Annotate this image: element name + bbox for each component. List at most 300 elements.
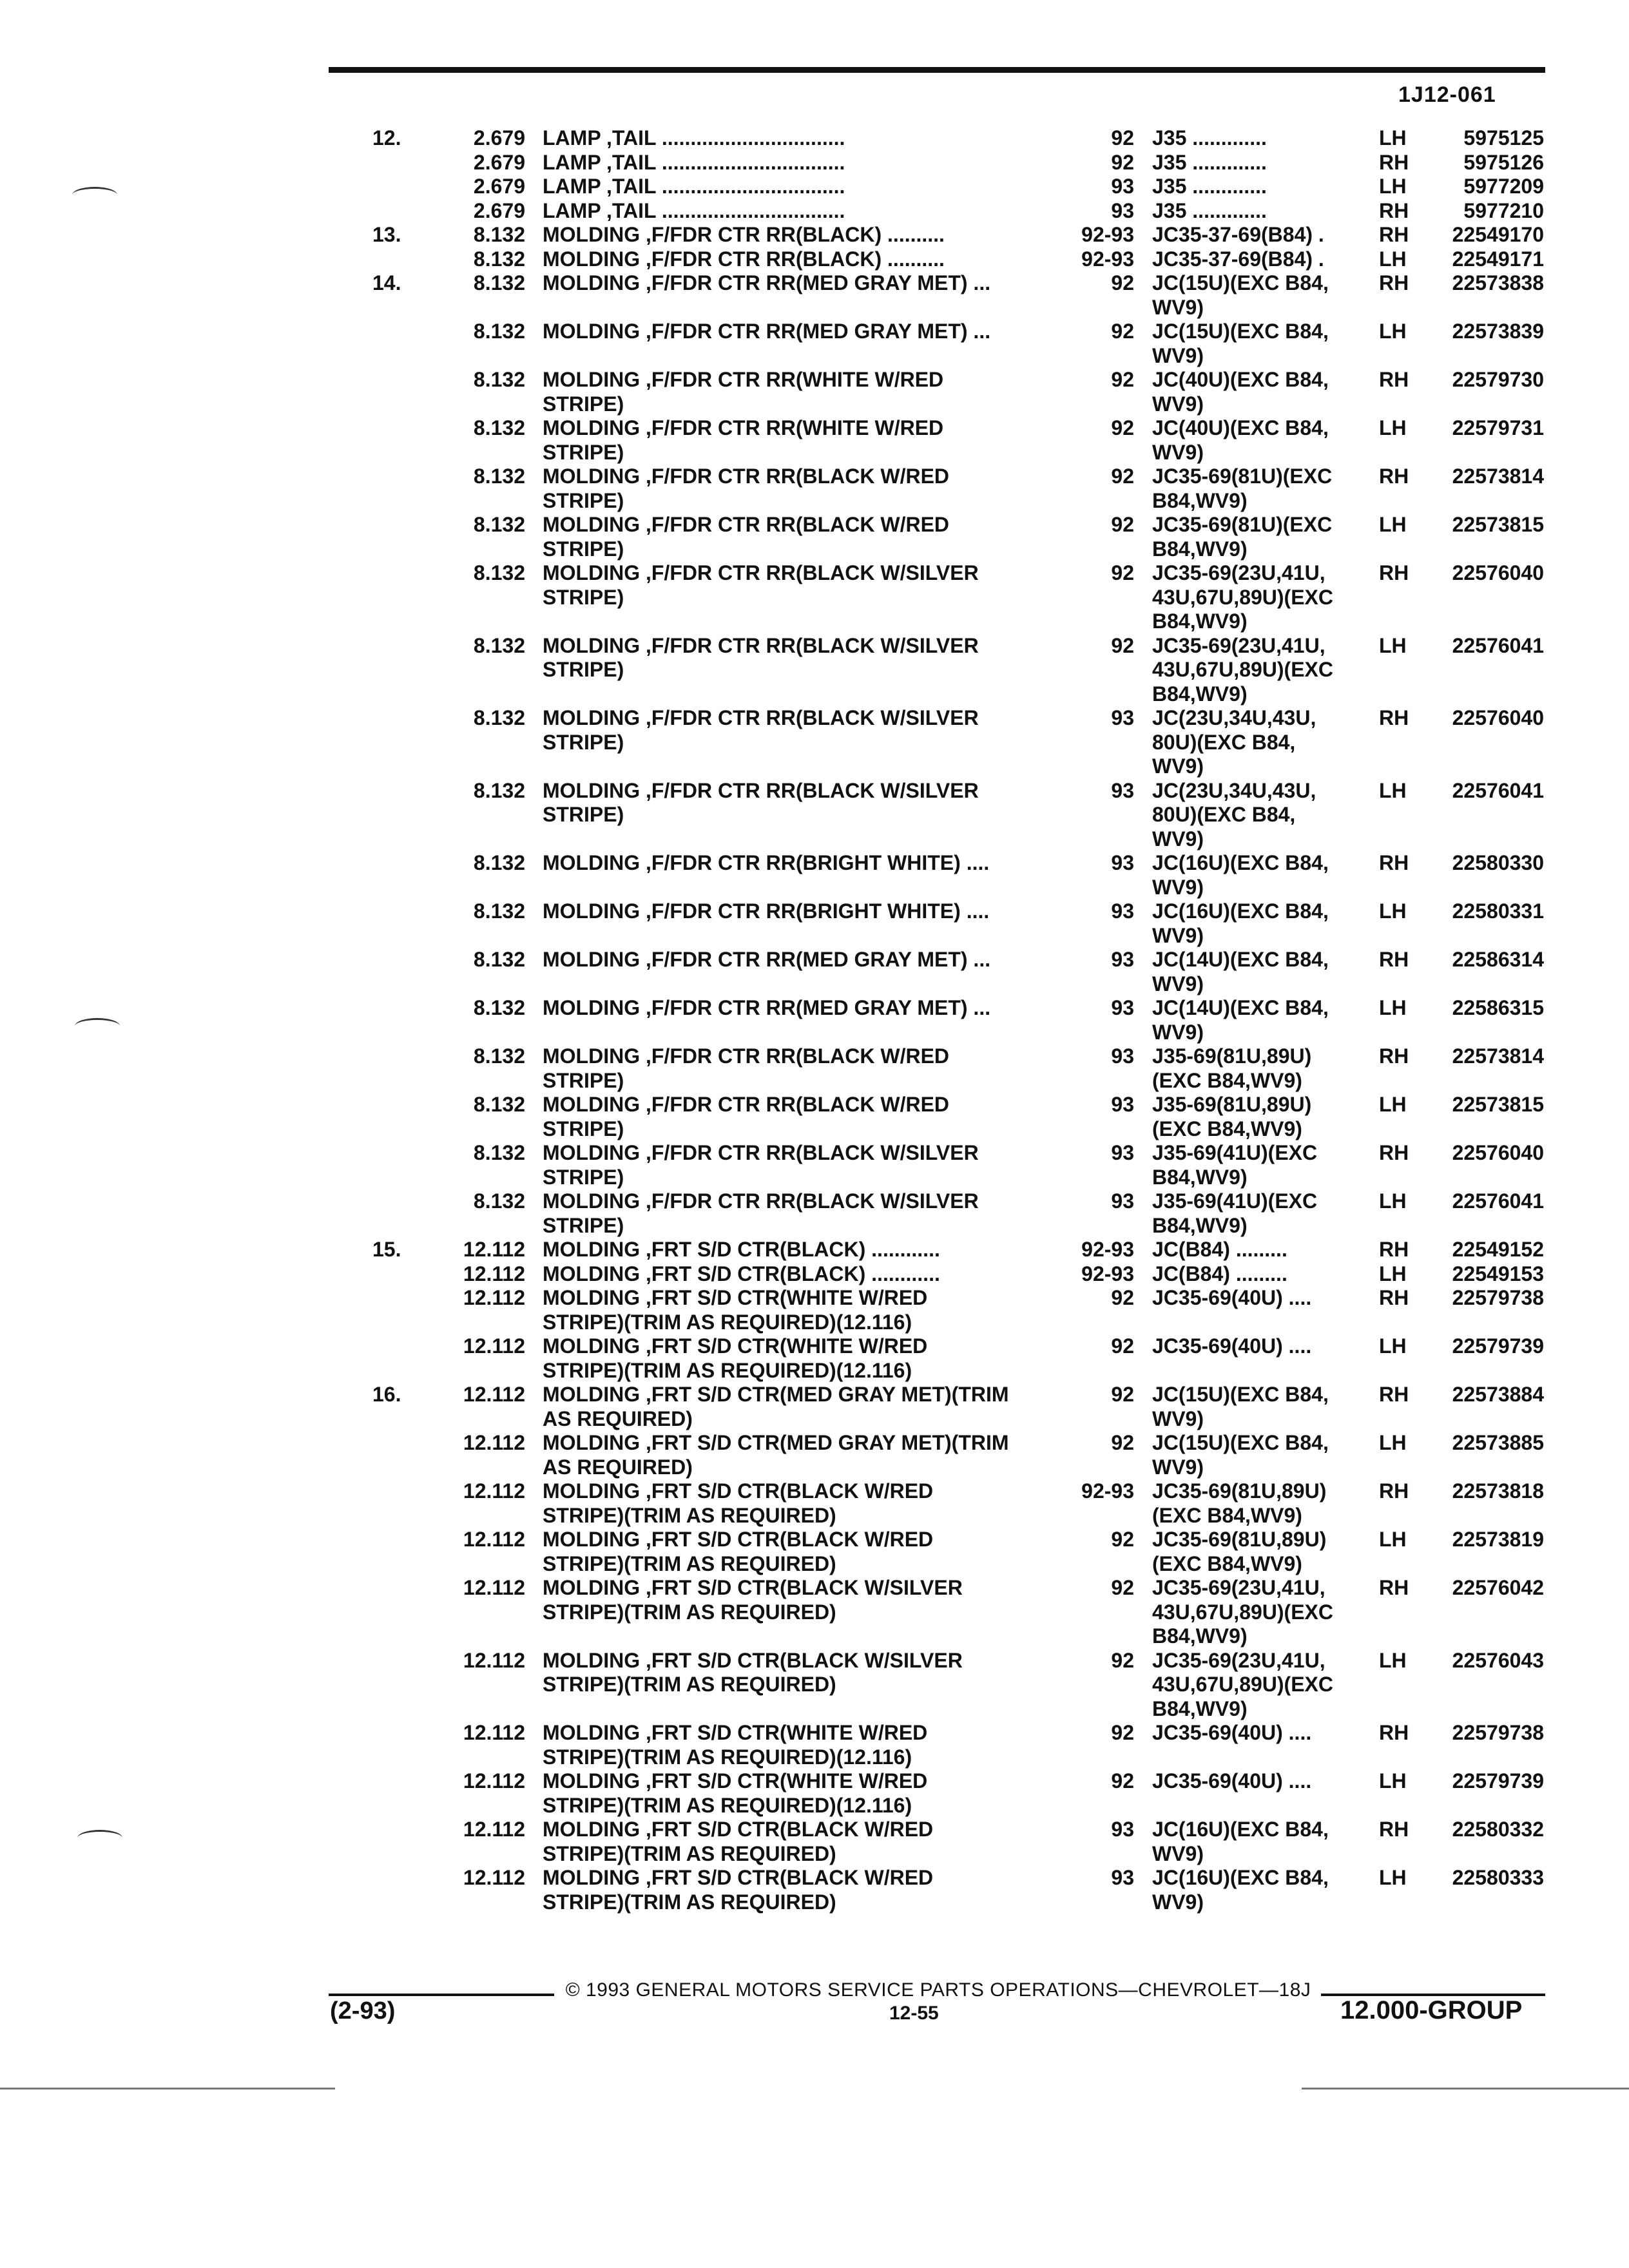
model-usage-line: JC(14U)(EXC B84, [1152, 948, 1329, 971]
figure-code: 12.112 [463, 1576, 525, 1599]
figure-code: 8.132 [473, 416, 525, 439]
description-line: STRIPE) [543, 392, 624, 416]
page-code: 1J12-061 [1398, 82, 1496, 107]
model-usage-line: B84,WV9) [1152, 1165, 1248, 1189]
model-usage-line: JC35-69(40U) .... [1152, 1721, 1312, 1744]
side-code: RH [1379, 948, 1409, 971]
description-line: STRIPE) [543, 1068, 624, 1092]
model-usage-line: WV9) [1152, 875, 1204, 899]
side-code: RH [1379, 223, 1409, 246]
description [543, 1721, 1052, 1769]
footer-copyright: © 1993 GENERAL MOTORS SERVICE PARTS OPERATIONS—CHEVROLET—18J [565, 1979, 1311, 2001]
model-usage [1152, 465, 1365, 513]
model-year: 93 [1111, 198, 1134, 222]
model-usage [1152, 1528, 1365, 1576]
description-line: STRIPE) [543, 537, 624, 561]
figure-code: 12.112 [463, 1528, 525, 1551]
model-usage-line: 80U)(EXC B84, [1152, 803, 1296, 826]
side-code: LH [1379, 1262, 1407, 1285]
description-line: MOLDING ,FRT S/D CTR(WHITE W/RED [543, 1286, 928, 1309]
model-usage-line: JC35-37-69(B84) . [1152, 223, 1324, 246]
model-usage-line: JC(15U)(EXC B84, [1152, 1431, 1329, 1454]
description-line: STRIPE)(TRIM AS REQUIRED) [543, 1503, 836, 1527]
model-usage-line: JC(B84) ......... [1152, 1238, 1287, 1261]
side-code: RH [1379, 1721, 1409, 1744]
model-usage-line: WV9) [1152, 827, 1204, 850]
model-usage-line: WV9) [1152, 1841, 1204, 1865]
model-usage [1152, 271, 1365, 320]
part-number: 22573838 [1452, 271, 1544, 294]
figure-code: 12.112 [463, 1648, 525, 1672]
model-usage [1152, 634, 1365, 707]
description-line: MOLDING ,F/FDR CTR RR(MED GRAY MET) ... [543, 996, 991, 1019]
part-number: 22579738 [1452, 1286, 1544, 1309]
description [543, 271, 1052, 296]
model-usage [1152, 1093, 1365, 1141]
table-row [0, 1431, 1629, 1479]
part-number: 22579738 [1452, 1721, 1544, 1744]
side-code: LH [1379, 1334, 1407, 1358]
figure-code: 12.112 [463, 1262, 525, 1285]
table-row [0, 899, 1629, 948]
description [543, 1866, 1052, 1914]
figure-code: 12.112 [463, 1818, 525, 1841]
model-year: 92 [1111, 1576, 1134, 1599]
footer-rule-left [329, 1994, 554, 1996]
description [543, 151, 1052, 175]
model-usage-line: JC35-37-69(B84) . [1152, 247, 1324, 271]
model-usage [1152, 899, 1365, 948]
description-line: STRIPE)(TRIM AS REQUIRED)(12.116) [543, 1745, 912, 1769]
figure-code: 8.132 [473, 851, 525, 874]
table-row [0, 1262, 1629, 1287]
model-usage [1152, 1721, 1365, 1745]
figure-code: 8.132 [473, 996, 525, 1019]
table-row [0, 996, 1629, 1044]
model-usage-line: 43U,67U,89U)(EXC [1152, 658, 1333, 681]
model-usage-line: 43U,67U,89U)(EXC [1152, 1673, 1333, 1696]
model-usage-line: J35-69(41U)(EXC [1152, 1189, 1318, 1213]
model-usage-line: (EXC B84,WV9) [1152, 1503, 1302, 1527]
description [543, 1528, 1052, 1576]
model-usage-line: WV9) [1152, 923, 1204, 947]
description-line: STRIPE)(TRIM AS REQUIRED) [543, 1841, 836, 1865]
table-row [0, 1818, 1629, 1866]
model-usage-line: JC35-69(81U,89U) [1152, 1528, 1327, 1551]
footer-group: 12.000-GROUP [1340, 1996, 1523, 2024]
side-code: RH [1379, 1576, 1409, 1599]
table-row [0, 223, 1629, 247]
part-number: 22576041 [1452, 633, 1544, 657]
table-row [0, 175, 1629, 199]
ref-number: 12. [372, 126, 401, 149]
description [543, 1649, 1052, 1697]
model-year: 92 [1111, 561, 1134, 584]
model-usage [1152, 1189, 1365, 1238]
model-year: 92 [1111, 1769, 1134, 1792]
side-code: RH [1379, 271, 1409, 294]
table-row [0, 465, 1629, 513]
description-line: MOLDING ,F/FDR CTR RR(BLACK W/SILVER [543, 633, 979, 657]
table-row [0, 851, 1629, 899]
part-number: 22586315 [1452, 996, 1544, 1019]
model-usage-line: WV9) [1152, 1890, 1204, 1914]
model-usage-line: JC35-69(23U,41U, [1152, 633, 1325, 657]
model-usage-line: JC35-69(23U,41U, [1152, 561, 1325, 584]
figure-code: 12.112 [463, 1286, 525, 1309]
model-usage-line: JC35-69(81U,89U) [1152, 1479, 1327, 1503]
side-code: LH [1379, 996, 1407, 1019]
figure-code: 2.679 [473, 150, 525, 174]
description-line: MOLDING ,FRT S/D CTR(BLACK W/RED [543, 1866, 934, 1889]
part-number: 22573884 [1452, 1383, 1544, 1406]
table-row [0, 1286, 1629, 1334]
part-number: 22579730 [1452, 368, 1544, 391]
model-year: 93 [1111, 1189, 1134, 1213]
description-line: STRIPE) [543, 1117, 624, 1140]
description-line: MOLDING ,F/FDR CTR RR(BLACK) .......... [543, 247, 945, 271]
description-line: STRIPE)(TRIM AS REQUIRED) [543, 1673, 836, 1696]
description [543, 561, 1052, 610]
side-code: LH [1379, 899, 1407, 923]
description-line: STRIPE) [543, 803, 624, 826]
description [543, 1286, 1052, 1334]
model-year: 92 [1111, 416, 1134, 439]
description-line: AS REQUIRED) [543, 1455, 693, 1479]
figure-code: 8.132 [473, 1189, 525, 1213]
figure-code: 12.112 [463, 1479, 525, 1503]
figure-code: 2.679 [473, 198, 525, 222]
model-usage-line: JC35-69(40U) .... [1152, 1334, 1312, 1358]
model-year: 93 [1111, 851, 1134, 874]
figure-code: 8.132 [473, 706, 525, 729]
model-usage-line: (EXC B84,WV9) [1152, 1068, 1302, 1092]
ref-number: 15. [372, 1238, 401, 1261]
model-year: 93 [1111, 778, 1134, 802]
description [543, 513, 1052, 561]
model-usage [1152, 1479, 1365, 1528]
model-usage [1152, 851, 1365, 899]
side-code: LH [1379, 513, 1407, 536]
model-year: 92 [1111, 465, 1134, 488]
model-usage-line: JC(15U)(EXC B84, [1152, 1383, 1329, 1406]
description [543, 416, 1052, 465]
table-row [0, 634, 1629, 707]
side-code: RH [1379, 706, 1409, 729]
figure-code: 12.112 [463, 1334, 525, 1358]
side-code: RH [1379, 150, 1409, 174]
table-row [0, 1141, 1629, 1189]
footer-page-number: 12-55 [889, 2003, 939, 2024]
description-line: MOLDING ,F/FDR CTR RR(BLACK W/RED [543, 513, 950, 536]
table-row [0, 320, 1629, 368]
table-row [0, 1383, 1629, 1431]
description [543, 223, 1052, 247]
table-row [0, 513, 1629, 561]
model-usage-line: JC35-69(40U) .... [1152, 1769, 1312, 1792]
table-row [0, 416, 1629, 465]
parts-table [0, 126, 1629, 1914]
description [543, 996, 1052, 1021]
description [543, 1431, 1052, 1479]
description-line: STRIPE)(TRIM AS REQUIRED)(12.116) [543, 1310, 912, 1334]
description [543, 1262, 1052, 1287]
description [543, 948, 1052, 972]
figure-code: 12.112 [463, 1238, 525, 1261]
table-row [0, 271, 1629, 320]
model-year: 93 [1111, 1141, 1134, 1164]
model-usage [1152, 1649, 1365, 1722]
model-year: 92 [1111, 1721, 1134, 1744]
description-line: MOLDING ,F/FDR CTR RR(BRIGHT WHITE) .... [543, 899, 990, 923]
description [543, 368, 1052, 416]
model-usage-line: (EXC B84,WV9) [1152, 1552, 1302, 1575]
figure-code: 8.132 [473, 1141, 525, 1164]
model-year: 93 [1111, 1818, 1134, 1841]
figure-code: 8.132 [473, 223, 525, 246]
model-year: 92 [1111, 320, 1134, 343]
description-line: MOLDING ,F/FDR CTR RR(WHITE W/RED [543, 368, 944, 391]
part-number: 22576040 [1452, 561, 1544, 584]
model-usage [1152, 223, 1365, 247]
figure-code: 2.679 [473, 175, 525, 198]
model-year: 92-93 [1081, 247, 1134, 271]
description [543, 1818, 1052, 1866]
model-usage-line: 80U)(EXC B84, [1152, 730, 1296, 754]
description-line: MOLDING ,F/FDR CTR RR(MED GRAY MET) ... [543, 948, 991, 971]
part-number: 22573815 [1452, 513, 1544, 536]
model-usage [1152, 368, 1365, 416]
side-code: LH [1379, 1648, 1407, 1672]
description [543, 247, 1052, 272]
model-year: 93 [1111, 175, 1134, 198]
figure-code: 12.112 [463, 1769, 525, 1792]
side-code: LH [1379, 175, 1407, 198]
model-year: 93 [1111, 706, 1134, 729]
model-usage-line: JC(23U,34U,43U, [1152, 706, 1316, 729]
table-row [0, 368, 1629, 416]
part-number: 22586314 [1452, 948, 1544, 971]
model-year: 93 [1111, 1866, 1134, 1889]
description-line: STRIPE)(TRIM AS REQUIRED) [543, 1890, 836, 1914]
model-usage-line: JC(15U)(EXC B84, [1152, 271, 1329, 294]
side-code: RH [1379, 1141, 1409, 1164]
part-number: 22576043 [1452, 1648, 1544, 1672]
model-year: 92-93 [1081, 1238, 1134, 1261]
side-code: LH [1379, 1189, 1407, 1213]
model-usage-line: B84,WV9) [1152, 1213, 1248, 1237]
description [543, 1093, 1052, 1141]
model-usage [1152, 199, 1365, 224]
model-year: 92-93 [1081, 1262, 1134, 1285]
description-line: STRIPE) [543, 488, 624, 512]
description-line: MOLDING ,FRT S/D CTR(BLACK) ............ [543, 1238, 940, 1261]
model-usage [1152, 1334, 1365, 1359]
model-year: 92 [1111, 1286, 1134, 1309]
figure-code: 12.112 [463, 1383, 525, 1406]
description [543, 899, 1052, 924]
part-number: 22580331 [1452, 899, 1544, 923]
description [543, 1189, 1052, 1238]
model-usage-line: J35-69(81U,89U) [1152, 1044, 1312, 1068]
table-row [0, 561, 1629, 634]
model-usage-line: JC(15U)(EXC B84, [1152, 320, 1329, 343]
model-usage-line: JC(16U)(EXC B84, [1152, 851, 1329, 874]
table-row [0, 1721, 1629, 1769]
side-code: RH [1379, 1479, 1409, 1503]
description-line: MOLDING ,F/FDR CTR RR(MED GRAY MET) ... [543, 320, 991, 343]
description-line: MOLDING ,FRT S/D CTR(MED GRAY MET)(TRIM [543, 1431, 1009, 1454]
description-line: MOLDING ,FRT S/D CTR(MED GRAY MET)(TRIM [543, 1383, 1009, 1406]
side-code: LH [1379, 1528, 1407, 1551]
description-line: LAMP ,TAIL ................................ [543, 198, 845, 222]
description [543, 779, 1052, 827]
model-usage [1152, 1818, 1365, 1866]
figure-code: 8.132 [473, 561, 525, 584]
description [543, 634, 1052, 682]
model-usage-line: 43U,67U,89U)(EXC [1152, 585, 1333, 609]
part-number: 22573885 [1452, 1431, 1544, 1454]
ref-number: 13. [372, 223, 401, 246]
table-row [0, 1238, 1629, 1262]
part-number: 22573839 [1452, 320, 1544, 343]
model-usage-line: JC(B84) ......... [1152, 1262, 1287, 1285]
part-number: 22576042 [1452, 1576, 1544, 1599]
model-year: 92 [1111, 126, 1134, 149]
model-usage-line: JC(40U)(EXC B84, [1152, 368, 1329, 391]
figure-code: 2.679 [473, 126, 525, 149]
part-number: 22549171 [1452, 247, 1544, 271]
table-row [0, 1866, 1629, 1914]
part-number: 22573818 [1452, 1479, 1544, 1503]
description-line: MOLDING ,FRT S/D CTR(BLACK W/SILVER [543, 1576, 963, 1599]
description-line: STRIPE)(TRIM AS REQUIRED)(12.116) [543, 1793, 912, 1817]
model-year: 92 [1111, 1383, 1134, 1406]
description-line: STRIPE) [543, 1213, 624, 1237]
model-year: 93 [1111, 996, 1134, 1019]
part-number: 22579739 [1452, 1769, 1544, 1792]
model-usage [1152, 1866, 1365, 1914]
description-line: MOLDING ,FRT S/D CTR(WHITE W/RED [543, 1721, 928, 1744]
model-usage-line: JC35-69(40U) .... [1152, 1286, 1312, 1309]
side-code: LH [1379, 778, 1407, 802]
figure-code: 8.132 [473, 368, 525, 391]
model-year: 92 [1111, 513, 1134, 536]
model-year: 92 [1111, 1648, 1134, 1672]
description-line: MOLDING ,FRT S/D CTR(WHITE W/RED [543, 1334, 928, 1358]
side-code: LH [1379, 247, 1407, 271]
model-year: 92 [1111, 1528, 1134, 1551]
table-row [0, 247, 1629, 272]
figure-code: 8.132 [473, 1044, 525, 1068]
description-line: STRIPE)(TRIM AS REQUIRED)(12.116) [543, 1358, 912, 1382]
part-number: 5975126 [1463, 150, 1544, 174]
part-number: 22573814 [1452, 465, 1544, 488]
description [543, 851, 1052, 876]
model-usage [1152, 1383, 1365, 1431]
side-code: RH [1379, 851, 1409, 874]
description [543, 1383, 1052, 1431]
figure-code: 8.132 [473, 899, 525, 923]
model-usage [1152, 561, 1365, 634]
model-usage [1152, 416, 1365, 465]
model-usage-line: (EXC B84,WV9) [1152, 1117, 1302, 1140]
model-usage-line: JC(14U)(EXC B84, [1152, 996, 1329, 1019]
part-number: 22576040 [1452, 1141, 1544, 1164]
description [543, 1769, 1052, 1818]
description-line: MOLDING ,FRT S/D CTR(BLACK W/RED [543, 1479, 934, 1503]
figure-code: 8.132 [473, 948, 525, 971]
part-number: 5977209 [1463, 175, 1544, 198]
description [543, 1334, 1052, 1383]
model-usage [1152, 1769, 1365, 1794]
model-usage-line: JC(23U,34U,43U, [1152, 778, 1316, 802]
model-usage-line: WV9) [1152, 1455, 1204, 1479]
description-line: MOLDING ,FRT S/D CTR(BLACK W/RED [543, 1818, 934, 1841]
model-usage [1152, 1238, 1365, 1262]
table-row [0, 1649, 1629, 1722]
model-usage [1152, 320, 1365, 368]
figure-code: 8.132 [473, 513, 525, 536]
description-line: MOLDING ,F/FDR CTR RR(BLACK) .......... [543, 223, 945, 246]
model-usage-line: WV9) [1152, 1020, 1204, 1044]
part-number: 22573819 [1452, 1528, 1544, 1551]
part-number: 5975125 [1463, 126, 1544, 149]
scan-artifact-line [0, 2088, 335, 2090]
description-line: STRIPE) [543, 585, 624, 609]
description [543, 706, 1052, 754]
model-usage-line: 43U,67U,89U)(EXC [1152, 1600, 1333, 1624]
description-line: LAMP ,TAIL ................................ [543, 150, 845, 174]
side-code: LH [1379, 1769, 1407, 1792]
side-code: LH [1379, 320, 1407, 343]
model-usage-line: JC(16U)(EXC B84, [1152, 1866, 1329, 1889]
model-usage [1152, 247, 1365, 272]
model-usage-line: J35 ............. [1152, 150, 1267, 174]
description-line: LAMP ,TAIL ................................ [543, 126, 845, 149]
description-line: MOLDING ,F/FDR CTR RR(BLACK W/SILVER [543, 1141, 979, 1164]
model-usage-line: JC(16U)(EXC B84, [1152, 1818, 1329, 1841]
description-line: MOLDING ,F/FDR CTR RR(BLACK W/SILVER [543, 561, 979, 584]
model-usage-line: J35 ............. [1152, 126, 1267, 149]
model-usage [1152, 1576, 1365, 1649]
table-row [0, 1334, 1629, 1383]
description-line: STRIPE)(TRIM AS REQUIRED) [543, 1600, 836, 1624]
description-line: STRIPE) [543, 730, 624, 754]
description-line: MOLDING ,F/FDR CTR RR(BLACK W/RED [543, 465, 950, 488]
model-year: 92 [1111, 633, 1134, 657]
description [543, 465, 1052, 513]
part-number: 22579731 [1452, 416, 1544, 439]
model-usage [1152, 1286, 1365, 1311]
description-line: MOLDING ,F/FDR CTR RR(BLACK W/SILVER [543, 778, 979, 802]
side-code: LH [1379, 1431, 1407, 1454]
part-number: 22573814 [1452, 1044, 1544, 1068]
side-code: LH [1379, 126, 1407, 149]
scan-artifact-line [1302, 2088, 1629, 2090]
model-year: 92 [1111, 1334, 1134, 1358]
description-line: MOLDING ,F/FDR CTR RR(WHITE W/RED [543, 416, 944, 439]
side-code: RH [1379, 368, 1409, 391]
model-usage-line: JC35-69(23U,41U, [1152, 1576, 1325, 1599]
description [543, 175, 1052, 199]
part-number: 5977210 [1463, 198, 1544, 222]
table-row [0, 706, 1629, 779]
model-year: 92 [1111, 150, 1134, 174]
model-usage-line: J35-69(41U)(EXC [1152, 1141, 1318, 1164]
model-year: 93 [1111, 948, 1134, 971]
table-row [0, 126, 1629, 151]
